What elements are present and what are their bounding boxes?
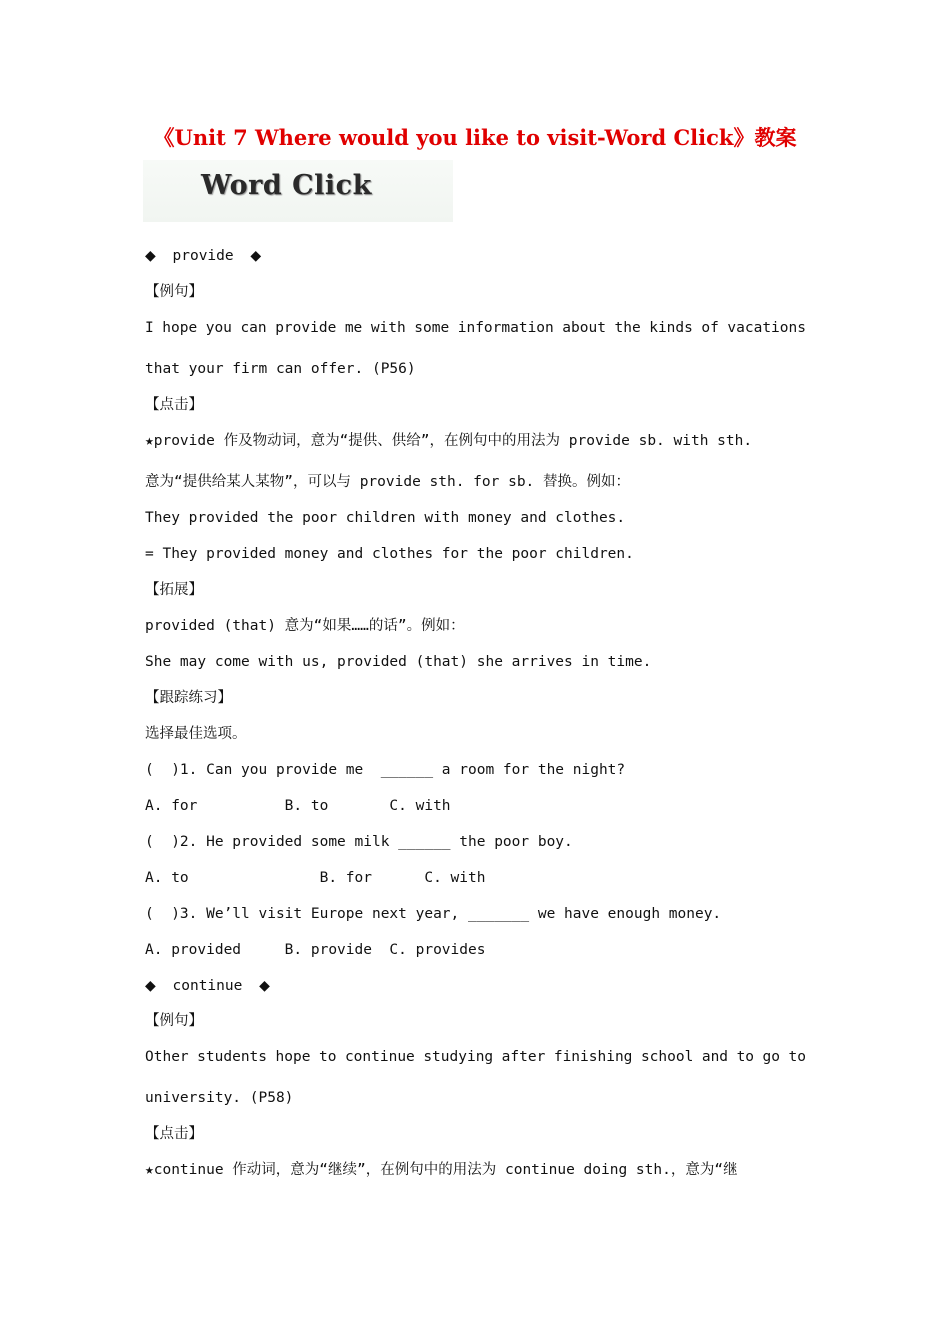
label-point: 【点击】 <box>145 1126 203 1142</box>
sentence-word: me <box>344 320 363 336</box>
question-1-options: A. for B. to C. with <box>145 798 451 814</box>
sentence-word: vacations <box>727 320 806 336</box>
question-2-options: A. to B. for C. with <box>145 870 486 886</box>
heading-provide <box>145 246 261 266</box>
sentence-word: I <box>145 320 154 336</box>
example-sentence-line: that your firm can offer. (P56) <box>145 361 416 377</box>
word-click-banner <box>143 160 453 222</box>
diamond-icon: ◆ <box>250 248 262 264</box>
banner-text: Word Click <box>201 170 372 201</box>
sentence-word: and <box>701 1049 729 1065</box>
sentence-word: go <box>762 1049 781 1065</box>
page-title: 《Unit 7 Where would you like to visit-Word Click》教案 <box>153 125 797 150</box>
sentence-word: Other <box>145 1049 189 1065</box>
sentence-word: hope <box>275 1049 311 1065</box>
sentence-word: some <box>414 320 450 336</box>
point-text: ★continue 作动词，意为“继续”，在例句中的用法为 continue doing sth.，意为“继 <box>145 1162 738 1178</box>
sentence-word: provide <box>275 320 337 336</box>
question-3-options: A. provided B. provide C. provides <box>145 942 486 958</box>
point-text: 意为“提供给某人某物”，可以与 provide sth. for sb. 替换。例如： <box>145 474 631 490</box>
heading-word: provide <box>172 248 234 264</box>
question-3: ( )3. We’ll visit Europe next year, _______ we have enough money. <box>145 906 722 922</box>
sentence-word: can <box>240 320 267 336</box>
diamond-icon: ◆ <box>259 978 270 994</box>
sentence-word: of <box>701 320 719 336</box>
label-extend: 【拓展】 <box>145 582 203 598</box>
sentence-word: hope <box>162 320 198 336</box>
example-text: They provided the poor children with money and clothes. <box>145 510 626 526</box>
sentence-word: students <box>197 1049 268 1065</box>
sentence-word: you <box>205 320 232 336</box>
question-1: ( )1. Can you provide me ______ a room for the night? <box>145 762 626 778</box>
extend-text: provided (that) 意为“如果……的话”。例如： <box>145 618 465 634</box>
label-example: 【例句】 <box>145 1013 203 1029</box>
example-sentence-line: university. (P58) <box>145 1090 294 1106</box>
diamond-icon: ◆ <box>145 248 156 264</box>
sentence-word: continue <box>344 1049 415 1065</box>
sentence-word: to <box>318 1049 337 1065</box>
sentence-word: the <box>614 320 641 336</box>
heading-continue <box>145 976 270 996</box>
sentence-word: kinds <box>649 320 693 336</box>
sentence-word: with <box>370 320 406 336</box>
sentence-word: school <box>640 1049 694 1065</box>
sentence-word: studying <box>423 1049 494 1065</box>
example-sentence-line <box>145 318 806 338</box>
practice-intro: 选择最佳选项。 <box>145 726 247 742</box>
label-example: 【例句】 <box>145 284 203 300</box>
sentence-word: to <box>788 1049 806 1065</box>
label-practice: 【跟踪练习】 <box>145 690 232 706</box>
heading-word: continue <box>172 978 243 994</box>
sentence-word: about <box>562 320 606 336</box>
example-text: = They provided money and clothes for the poor children. <box>145 546 634 562</box>
sentence-word: finishing <box>553 1049 633 1065</box>
sentence-word: to <box>736 1049 755 1065</box>
example-sentence-line <box>145 1047 806 1067</box>
question-2: ( )2. He provided some milk ______ the poor boy. <box>145 834 573 850</box>
diamond-icon: ◆ <box>145 978 156 994</box>
point-text: ★provide 作及物动词，意为“提供、供给”，在例句中的用法为 provide sb. with sth. <box>145 433 753 449</box>
sentence-word: information <box>457 320 554 336</box>
extend-text: She may come with us, provided (that) she arrives in time. <box>145 654 652 670</box>
sentence-word: after <box>501 1049 546 1065</box>
label-point: 【点击】 <box>145 397 203 413</box>
